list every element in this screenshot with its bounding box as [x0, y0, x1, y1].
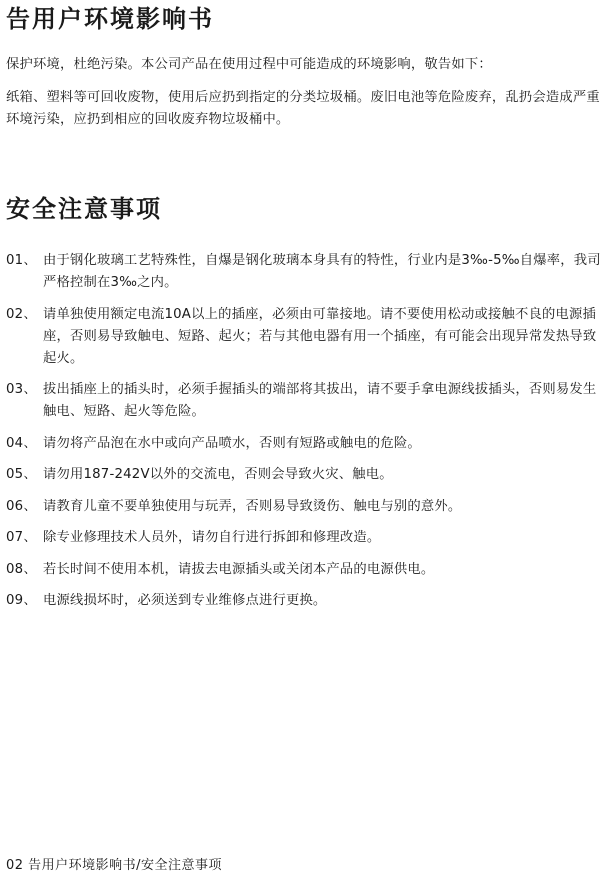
page-footer: 02 告用户环境影响书/安全注意事项	[6, 858, 223, 873]
item-text: 请教育儿童不要单独使用与玩弄，否则易导致烫伤、触电与别的意外。	[43, 498, 462, 514]
item-number: 07、	[6, 530, 37, 545]
item-text: 若长时间不使用本机，请拔去电源插头或关闭本产品的电源供电。	[43, 561, 435, 577]
item-text: 拔出插座上的插头时，必须手握插头的端部将其拔出，请不要手拿电源线拔插头，否则易发生触电、短路、起火等危险。	[43, 382, 597, 419]
item-text: 电源线损坏时，必须送到专业维修点进行更换。	[43, 593, 327, 608]
safety-item-06	[6, 496, 604, 518]
safety-item-01	[6, 250, 604, 294]
safety-item-02	[6, 304, 604, 370]
safety-item-03	[6, 379, 604, 423]
page-title-environment: 告用户环境影响书	[6, 5, 214, 33]
safety-list	[6, 250, 604, 622]
recycling-notice: 纸箱、塑料等可回收废物，使用后应扔到指定的分类垃圾桶。废旧电池等危险废弃，乱扔会造成严重环境污染，应扔到相应的回收废弃物垃圾桶中。	[6, 90, 600, 127]
safety-item-07	[6, 527, 604, 549]
item-text: 由于钢化玻璃工艺特殊性，自爆是钢化玻璃本身具有的特性，行业内是3‰-5‰自爆率，我司严格控制在3‰之内。	[43, 253, 601, 290]
item-text: 请勿用187-242V以外的交流电，否则会导致火灾、触电。	[43, 467, 393, 482]
item-number: 03、	[6, 382, 37, 397]
environment-intro: 保护环境，杜绝污染。本公司产品在使用过程中可能造成的环境影响，敬告如下：	[6, 57, 492, 72]
item-number: 02、	[6, 306, 37, 322]
item-text: 请单独使用额定电流10A以上的插座，必须由可靠接地。请不要使用松动或接触不良的电源插座，否则易导致触电、短路、起火；若与其他电器有用一个插座，有可能会出现异常发热导致起火。	[43, 306, 597, 366]
page-title-safety: 安全注意事项	[6, 195, 162, 223]
safety-item-04	[6, 433, 604, 455]
item-number: 01、	[6, 253, 37, 268]
safety-item-08	[6, 559, 604, 581]
item-text: 除专业修理技术人员外，请勿自行进行拆卸和修理改造。	[43, 530, 381, 545]
item-number: 05、	[6, 467, 37, 482]
safety-item-05	[6, 464, 604, 486]
safety-item-09	[6, 590, 604, 612]
item-number: 06、	[6, 498, 37, 514]
item-number: 08、	[6, 561, 37, 577]
item-text: 请勿将产品泡在水中或向产品喷水，否则有短路或触电的危险。	[43, 435, 421, 451]
item-number: 04、	[6, 435, 37, 451]
item-number: 09、	[6, 593, 37, 608]
